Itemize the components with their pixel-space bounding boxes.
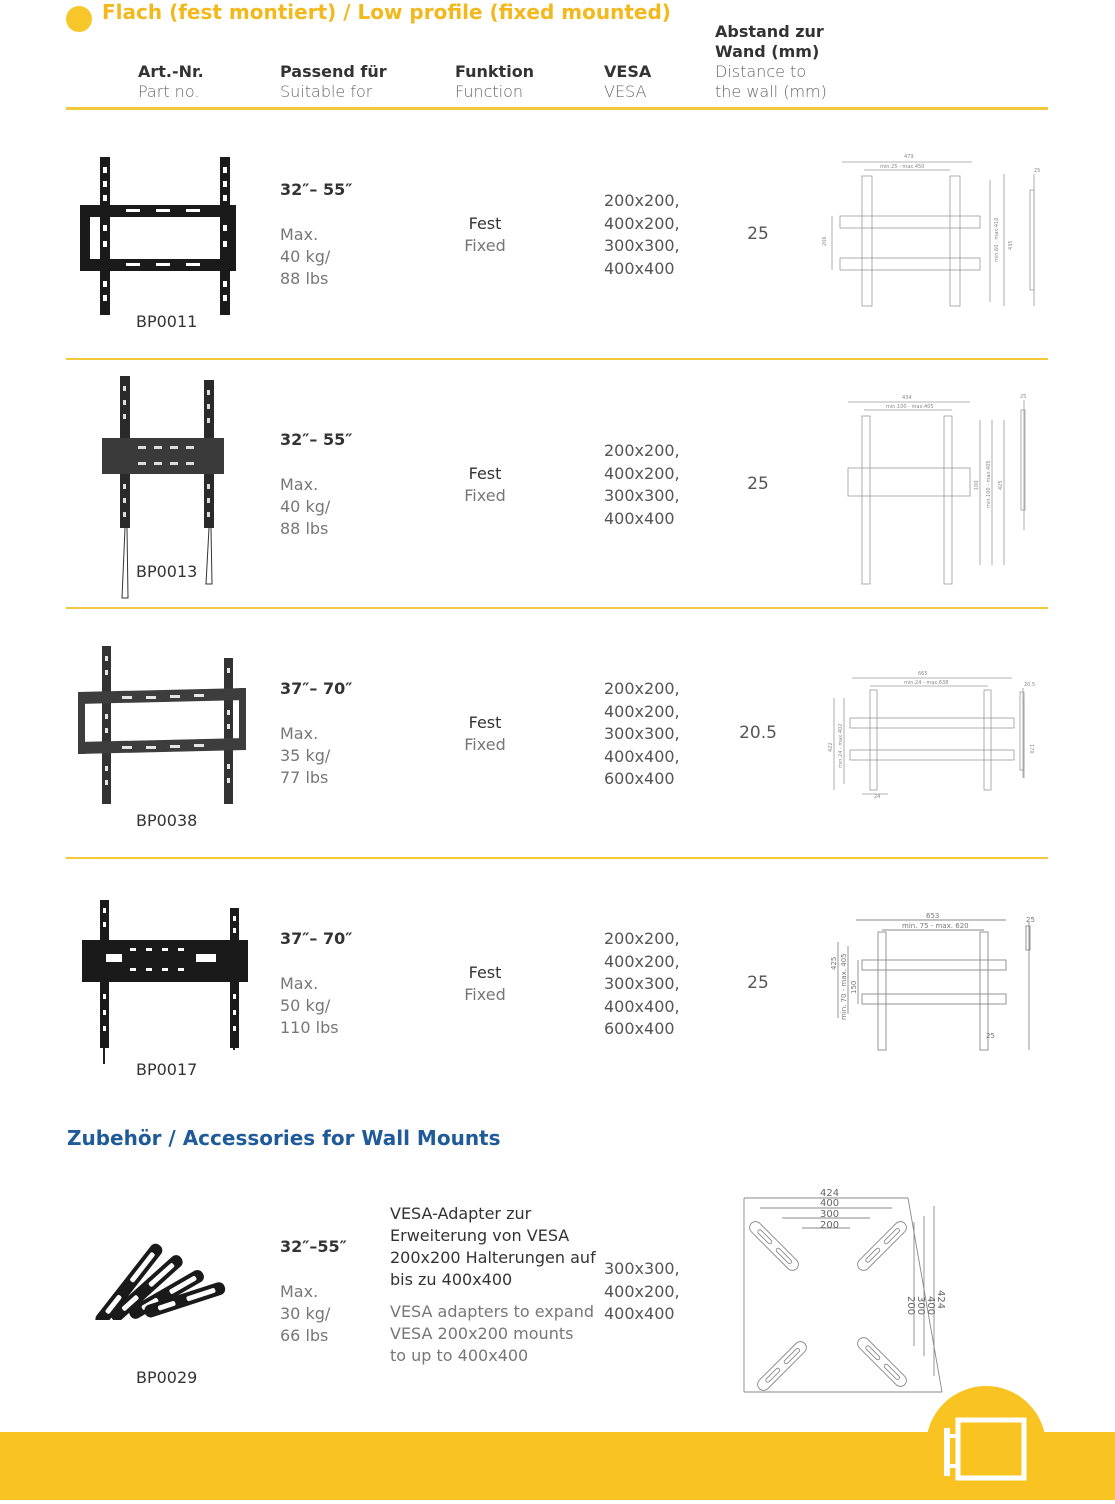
dim-height: 100 [974,480,980,490]
dim-vesa-v: min.60 - max.410 [994,217,1000,262]
max-load: Max. 30 kg/ 66 lbs [280,1282,331,1345]
wall-distance: 25 [747,973,769,993]
header-suitable: Passend für Suitable for [280,62,387,101]
dimension-drawing-bp0017 [826,910,1041,1059]
tv-mount-icon [926,1386,1046,1500]
row-divider [66,358,1048,360]
vesa-list: 200x200, 400x200, 300x300, 400x400, 600x400 [604,679,680,788]
dim-width: 665 [918,671,928,677]
dim-depth: 25 [1020,394,1027,400]
row-divider [66,607,1048,609]
product-image-bp0017 [80,898,250,1070]
dim-h-200: 200 [820,1220,840,1231]
function-cell: Fest Fixed [464,214,506,255]
dim-total: 425 [998,480,1004,490]
dim-depth: 25 [1026,916,1035,924]
wall-distance: 25 [747,224,769,244]
part-number: BP0011 [136,312,198,331]
part-number: BP0029 [136,1368,198,1387]
dim-v-200: 200 [905,1296,916,1316]
dimension-drawing-bp0029 [738,1186,958,1402]
header-function: Funktion Function [455,62,535,101]
row-divider [66,857,1048,859]
dimension-drawing-bp0011 [822,150,1047,316]
dim-v-400: 400 [925,1296,936,1316]
product-image-bp0038 [76,644,248,810]
function-cell: Fest Fixed [464,464,506,505]
dim-h-400: 400 [820,1198,840,1209]
size-range: 37″– 70″ [280,929,353,948]
header-distance: Abstand zur Wand (mm) Distance to the wall (mm) [715,22,827,101]
size-range: 32″– 55″ [280,180,353,199]
max-load: Max. 40 kg/ 88 lbs [280,225,331,288]
max-load: Max. 50 kg/ 110 lbs [280,974,339,1037]
dim-height: 206 [822,236,828,246]
dim-vesa-v: min.100 - max.405 [986,460,992,508]
function-cell: Fest Fixed [464,963,506,1004]
dimension-drawing-bp0013 [840,390,1040,594]
dim-h-300: 300 [820,1209,840,1220]
dim-total: 170 [1028,744,1034,754]
dim-total: 435 [1008,240,1014,250]
size-range: 32″–55″ [280,1237,347,1256]
dim-vesa-h: min. 75 - max. 620 [902,922,969,930]
dim-vesa-h: min.24 - max.638 [904,680,949,686]
wall-distance: 20.5 [739,723,777,743]
dim-depth: 25 [1034,168,1041,174]
size-range: 32″– 55″ [280,430,353,449]
product-image-bp0011 [78,155,238,321]
dim-depth: 20.5 [1024,682,1036,688]
section-title: Flach (fest montiert) / Low profile (fixed mounted) [102,0,671,24]
size-range: 37″– 70″ [280,679,353,698]
accessory-description: VESA-Adapter zur Erweiterung von VESA 200x200 Halterungen auf bis zu 400x400 VESA adapters to expand VESA 200x200 mounts to up to 400x400 [390,1204,596,1365]
header-divider [66,107,1048,110]
dim-vesa-v: min. 70 - max. 405 [840,953,848,1020]
part-number: BP0017 [136,1060,198,1079]
dim-height: 422 [828,742,834,752]
wall-distance: 25 [747,474,769,494]
vesa-list: 200x200, 400x200, 300x300, 400x400, 600x400 [604,929,680,1038]
section-bullet-icon [66,6,92,32]
dimension-drawing-bp0038 [828,668,1043,804]
vesa-list: 300x300, 400x200, 400x400 [604,1259,680,1323]
dim-offset: 25 [986,1032,995,1040]
max-load: Max. 35 kg/ 77 lbs [280,724,331,787]
max-load: Max. 40 kg/ 88 lbs [280,475,331,538]
product-image-bp0029 [84,1210,244,1324]
dim-total: 150 [850,980,858,994]
dim-v-300: 300 [915,1296,926,1316]
dim-v-424: 424 [935,1290,946,1310]
dim-offset: 24 [874,794,881,800]
dim-width: 653 [926,912,940,920]
dim-vesa-h: min.25 - max.450 [880,164,925,170]
dim-width: 434 [902,395,912,401]
dim-vesa-v: min.24 - max.402 [838,723,844,768]
dim-height: 425 [830,956,838,970]
header-vesa: VESA VESA [604,62,652,101]
part-number: BP0038 [136,811,198,830]
dim-h-424: 424 [820,1188,840,1199]
vesa-list: 200x200, 400x200, 300x300, 400x400 [604,191,680,278]
dim-vesa-h: min.100 - max.405 [886,404,934,410]
footer-tab [926,1386,1046,1500]
part-number: BP0013 [136,562,198,581]
function-cell: Fest Fixed [464,713,506,754]
header-part: Art.-Nr. Part no. [138,62,204,101]
accessories-title: Zubehör / Accessories for Wall Mounts [67,1126,501,1150]
dim-width: 479 [904,154,914,160]
vesa-list: 200x200, 400x200, 300x300, 400x400 [604,441,680,528]
